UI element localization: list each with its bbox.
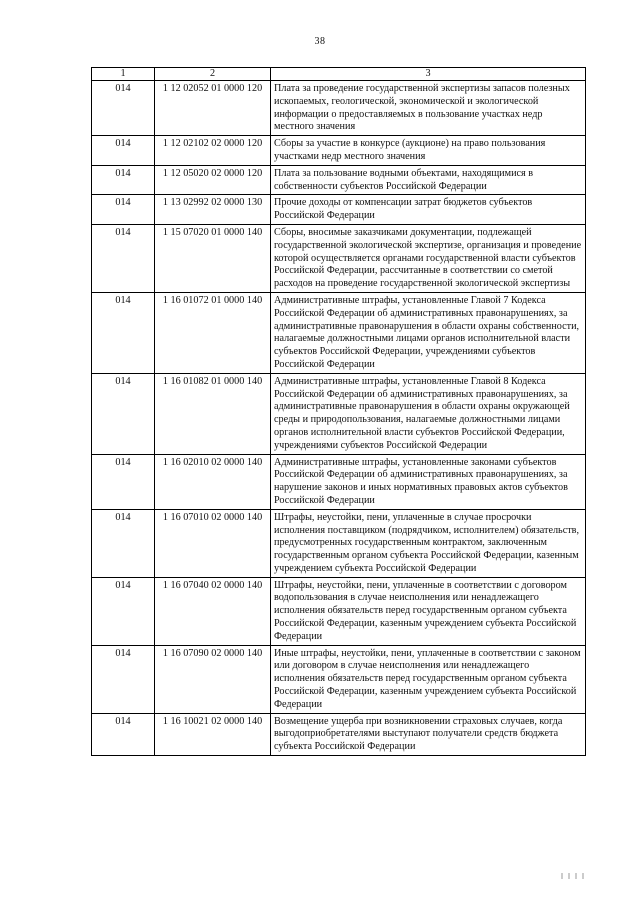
income-name-cell: Сборы, вносимые заказчиками документации, подлежащей государственной экологической экспертизе, организация и проведение которой осуществляется органами государственной власти субъектов Российской Федерации, рассчитанные в соответствии со сметой расходов на проведение государственной экологической экспертизы	[271, 224, 586, 292]
table-row	[92, 195, 586, 225]
admin-code-cell: 014	[92, 509, 155, 577]
income-code-cell: 1 15 07020 01 0000 140	[155, 224, 271, 292]
income-name-cell: Сборы за участие в конкурсе (аукционе) на право пользования участками недр местного значения	[271, 136, 586, 166]
table-row	[92, 292, 586, 373]
table-row	[92, 136, 586, 166]
income-code-cell: 1 16 01072 01 0000 140	[155, 292, 271, 373]
income-name-cell: Штрафы, неустойки, пени, уплаченные в соответствии с договором водопользования в случае неисполнения или ненадлежащего исполнения обязательств перед государственным органом субъекта Российской Федерации, казенным учреждением субъекта Российской Федерации	[271, 577, 586, 645]
column-header-3: 3	[271, 68, 586, 81]
admin-code-cell: 014	[92, 195, 155, 225]
table-row	[92, 509, 586, 577]
page-number: 38	[314, 36, 326, 47]
table-row	[92, 713, 586, 755]
admin-code-cell: 014	[92, 224, 155, 292]
income-code-cell: 1 12 02052 01 0000 120	[155, 81, 271, 136]
table-row	[92, 454, 586, 509]
income-code-cell: 1 16 07040 02 0000 140	[155, 577, 271, 645]
table-row	[92, 373, 586, 454]
admin-code-cell: 014	[92, 645, 155, 713]
admin-code-cell: 014	[92, 81, 155, 136]
income-name-cell: Административные штрафы, установленные Главой 7 Кодекса Российской Федерации об административных правонарушениях, за административные правонарушения в области охраны собственности, налагаемые должностными лицами органов исполнительной власти субъектов Российской Федерации, учреждениями субъектов Российской Федерации	[271, 292, 586, 373]
income-code-cell: 1 16 07090 02 0000 140	[155, 645, 271, 713]
table-row	[92, 577, 586, 645]
income-name-cell: Прочие доходы от компенсации затрат бюджетов субъектов Российской Федерации	[271, 195, 586, 225]
income-code-cell: 1 13 02992 02 0000 130	[155, 195, 271, 225]
income-name-cell: Плата за проведение государственной экспертизы запасов полезных ископаемых, геологической, экономической и экологической информации о предоставляемых в пользование участках недр местного значения	[271, 81, 586, 136]
income-code-cell: 1 16 07010 02 0000 140	[155, 509, 271, 577]
admin-code-cell: 014	[92, 165, 155, 195]
budget-classification-table	[91, 67, 586, 756]
table-header-row	[92, 68, 586, 81]
income-code-cell: 1 12 02102 02 0000 120	[155, 136, 271, 166]
admin-code-cell: 014	[92, 136, 155, 166]
income-name-cell: Административные штрафы, установленные законами субъектов Российской Федерации об административных правонарушениях, за нарушение законов и иных нормативных правовых актов субъектов Российской Федерации	[271, 454, 586, 509]
column-header-1: 1	[92, 68, 155, 81]
table-row	[92, 224, 586, 292]
scan-mark	[560, 872, 586, 882]
income-name-cell: Иные штрафы, неустойки, пени, уплаченные в соответствии с законом или договором в случае неисполнения или ненадлежащего исполнения обязательств перед государственным органом субъекта Российской Федерации, казенным учреждением субъекта Российской Федерации	[271, 645, 586, 713]
admin-code-cell: 014	[92, 454, 155, 509]
income-code-cell: 1 12 05020 02 0000 120	[155, 165, 271, 195]
income-name-cell: Плата за пользование водными объектами, находящимися в собственности субъектов Российской Федерации	[271, 165, 586, 195]
table-row	[92, 645, 586, 713]
income-name-cell: Возмещение ущерба при возникновении страховых случаев, когда выгодоприобретателями выступают получатели средств бюджета субъекта Российской Федерации	[271, 713, 586, 755]
admin-code-cell: 014	[92, 577, 155, 645]
admin-code-cell: 014	[92, 373, 155, 454]
income-name-cell: Штрафы, неустойки, пени, уплаченные в случае просрочки исполнения поставщиком (подрядчиком, исполнителем) обязательств, предусмотренных государственным контрактом, заключенным государственным органом субъекта Российской Федерации, казенным учреждением субъекта Российской Федерации	[271, 509, 586, 577]
income-code-cell: 1 16 02010 02 0000 140	[155, 454, 271, 509]
income-code-cell: 1 16 10021 02 0000 140	[155, 713, 271, 755]
column-header-2: 2	[155, 68, 271, 81]
admin-code-cell: 014	[92, 292, 155, 373]
scan-mark-icon	[560, 872, 586, 880]
income-code-cell: 1 16 01082 01 0000 140	[155, 373, 271, 454]
admin-code-cell: 014	[92, 713, 155, 755]
income-name-cell: Административные штрафы, установленные Главой 8 Кодекса Российской Федерации об административных правонарушениях, за административные правонарушения в области охраны окружающей среды и природопользования, налагаемые должностными лицами органов исполнительной власти субъектов Российской Федерации, учреждениями субъектов Российской Федерации	[271, 373, 586, 454]
table-row	[92, 165, 586, 195]
table-row	[92, 81, 586, 136]
